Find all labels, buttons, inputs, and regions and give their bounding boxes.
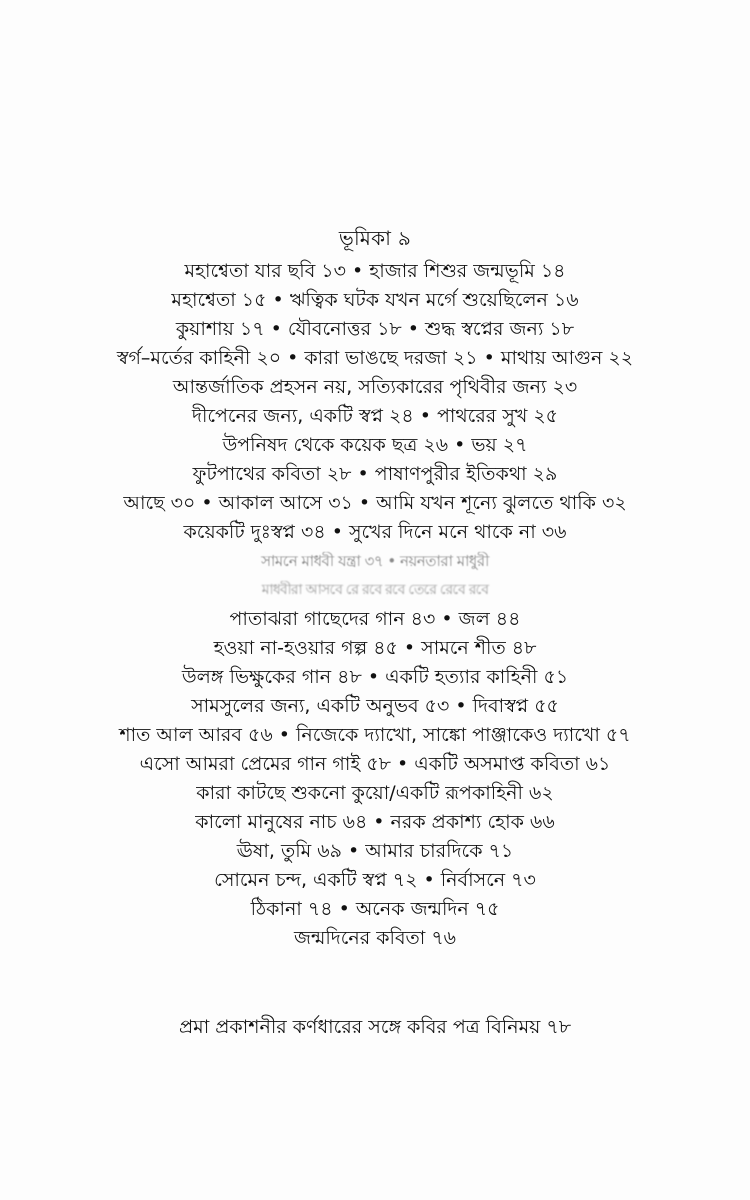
toc-entry: ঠিকানা ৭৪ • অনেক জন্মদিন ৭৫ (250, 898, 500, 920)
toc-entry-faded: সামনে মাধবী যন্ত্রা ৩৭ • নয়নতারা মাধুরী (261, 552, 489, 570)
toc-entry: জন্মদিনের কবিতা ৭৬ (293, 927, 457, 949)
toc-footer-entry: প্রমা প্রকাশনীর কর্ণধারের সঙ্গে কবির পত্র বিনিময় ৭৮ (178, 1016, 572, 1038)
toc-entry: মহাশ্বেতা যার ছবি ১৩ • হাজার শিশুর জন্মভূমি ১৪ (184, 260, 566, 282)
toc-entry: শাত আল আরব ৫৬ • নিজেকে দ্যাখো, সাঙ্কো পাঞ্জাকেও দ্যাখো ৫৭ (119, 724, 631, 746)
toc-entry: হওয়া না-হওয়ার গল্প ৪৫ • সামনে শীত ৪৮ (213, 637, 537, 659)
toc-entry: কারা কাটছে শুকনো কুয়ো/একটি রূপকাহিনী ৬২ (196, 782, 554, 804)
toc-entry: সামসুলের জন্য, একটি অনুভব ৫৩ • দিবাস্বপ্ন ৫৫ (191, 695, 559, 717)
toc-entry: কয়েকটি দুঃস্বপ্ন ৩৪ • সুখের দিনে মনে থাকে না ৩৬ (183, 521, 567, 543)
toc-entry: ঊষা, তুমি ৬৯ • আমার চারদিকে ৭১ (236, 840, 514, 862)
toc-entry-faded: মাধবীরা আসবে রে রবে রবে তেরে রেবে রবে (261, 582, 489, 598)
toc-entry: পাতাঝরা গাছেদের গান ৪৩ • জল ৪৪ (229, 608, 521, 630)
toc-entry: উপনিষদ থেকে কয়েক ছত্র ২৬ • ভয় ২৭ (222, 434, 528, 456)
toc-entry: কালো মানুষের নাচ ৬৪ • নরক প্রকাশ্য হোক ৬৬ (195, 811, 555, 833)
toc-entry: মহাশ্বেতা ১৫ • ঋত্বিক ঘটক যখন মর্গে শুয়েছিলেন ১৬ (171, 289, 579, 311)
toc-entry: সোমেন চন্দ, একটি স্বপ্ন ৭২ • নির্বাসনে ৭৩ (214, 869, 536, 891)
toc-entry: আন্তর্জাতিক প্রহসন নয়, সত্যিকারের পৃথিবীর জন্য ২৩ (172, 376, 578, 398)
table-of-contents (40, 257, 710, 953)
toc-entry: দীপেনের জন্য, একটি স্বপ্ন ২৪ • পাথরের সুখ ২৫ (191, 405, 559, 427)
toc-entry: আছে ৩০ • আকাল আসে ৩১ • আমি যখন শূন্যে ঝুলতে থাকি ৩২ (123, 492, 627, 514)
toc-entry: কুয়াশায় ১৭ • যৌবনোত্তর ১৮ • শুদ্ধ স্বপ্নের জন্য ১৮ (175, 318, 575, 340)
toc-entry: ফুটপাথের কবিতা ২৮ • পাষাণপুরীর ইতিকথা ২৯ (192, 463, 558, 485)
toc-entry: স্বর্গ–মর্তের কাহিনী ২০ • কারা ভাঙছে দরজা ২১ • মাথায় আগুন ২২ (116, 347, 634, 369)
toc-entry: উলঙ্গ ভিক্ষুকের গান ৪৮ • একটি হত্যার কাহিনী ৫১ (181, 666, 569, 688)
toc-heading: ভূমিকা ৯ (338, 226, 412, 250)
toc-entry: এসো আমরা প্রেমের গান গাই ৫৮ • একটি অসমাপ্ত কবিতা ৬১ (139, 753, 611, 775)
